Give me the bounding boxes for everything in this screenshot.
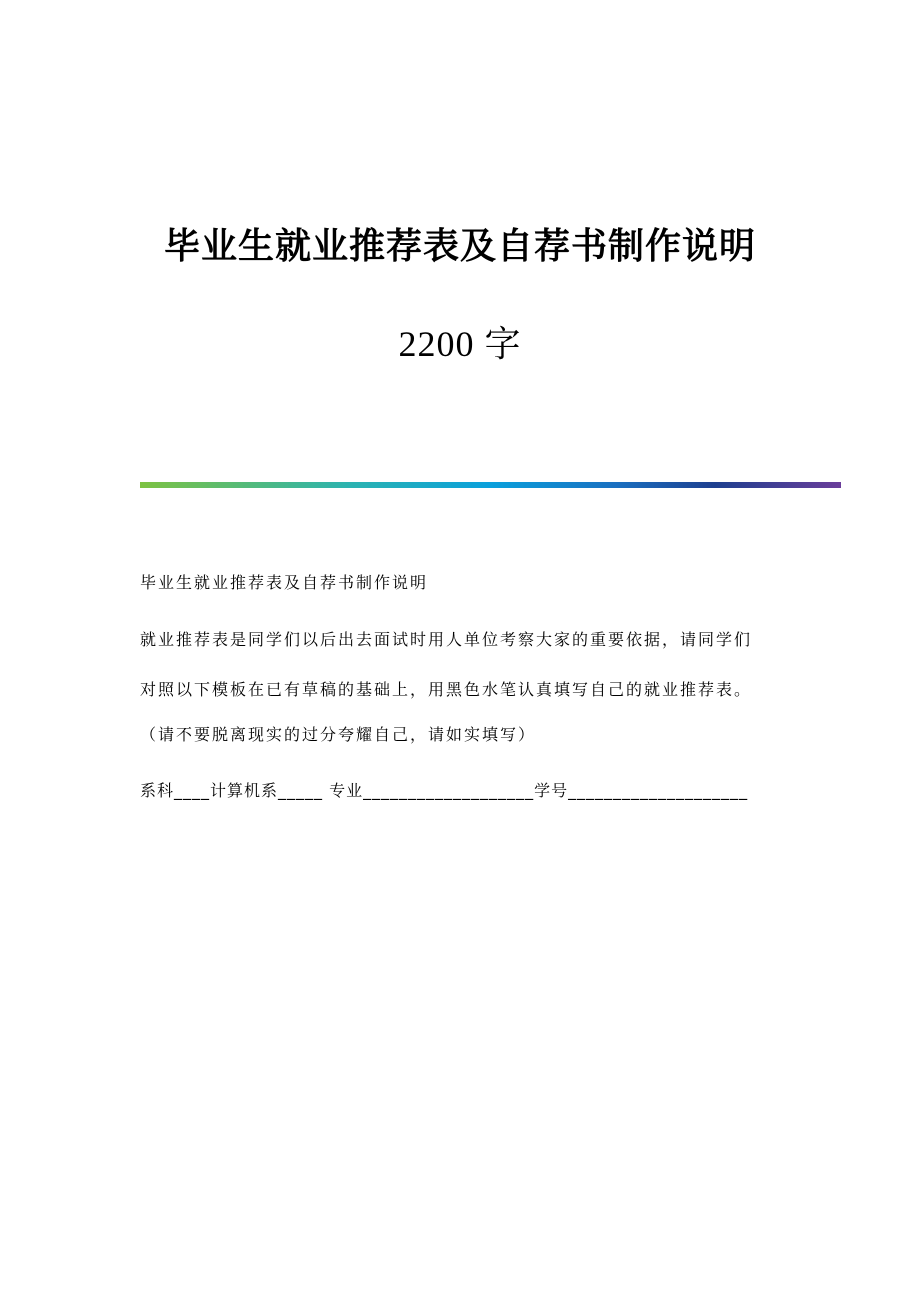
document-title-wordcount: 2200 字 <box>398 324 522 364</box>
body-paragraph-line: （请不要脱离现实的过分夸耀自己，请如实填写） <box>140 725 537 744</box>
body-paragraph-line: 就业推荐表是同学们以后出去面试时用人单位考察大家的重要依据，请同学们 <box>140 630 753 649</box>
gradient-divider <box>140 482 841 488</box>
document-title: 毕业生就业推荐表及自荐书制作说明 <box>163 226 756 267</box>
section-heading: 毕业生就业推荐表及自荐书制作说明 <box>140 573 429 592</box>
body-paragraph-line: 对照以下模板在已有草稿的基础上，用黑色水笔认真填写自己的就业推荐表。 <box>140 680 753 699</box>
form-fields-line: 系科____计算机系_____ 专业___________________学号____________________ <box>140 781 749 800</box>
